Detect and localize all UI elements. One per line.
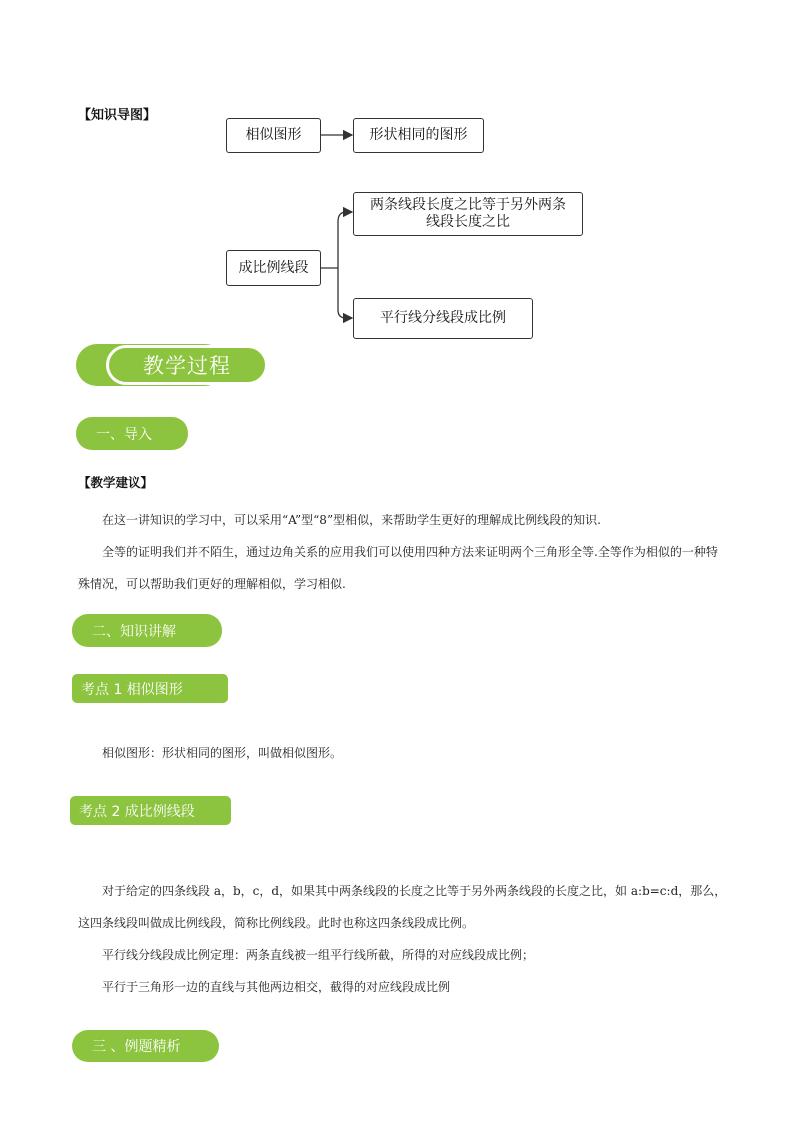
teaching-process-banner xyxy=(106,345,268,385)
point1-tag-title: 考点 1 相似图形 xyxy=(81,681,183,698)
knowledge-map-label: 【知识导图】 xyxy=(78,108,157,123)
point2-paragraph-2: 平行线分线段成比例定理：两条直线被一组平行线所截，所得的对应线段成比例； xyxy=(102,948,535,962)
node-proportional-segments-text: 成比例线段 xyxy=(238,259,309,276)
point1-definition: 相似图形：形状相同的图形，叫做相似图形。 xyxy=(102,746,343,760)
banner-title: 教学过程 xyxy=(143,354,231,378)
node-parallel-theorem-text: 平行线分线段成比例 xyxy=(380,310,506,326)
section-examples-pill xyxy=(72,1030,219,1062)
node-ratio-line1: 两条线段长度之比等于另外两条 xyxy=(370,197,566,213)
point2-paragraph-1: 对于给定的四条线段 a，b，c，d，如果其中两条线段的长度之比等于另外两条线段的长度之比，如 a:b=c:d，那么，这四条线段叫做成比例线段，简称比例线段。此时也称这四条线段成比例。 xyxy=(78,884,727,930)
node-ratio-definition xyxy=(353,192,583,236)
node-similar-figures-text: 相似图形 xyxy=(245,127,302,143)
intro-paragraph-1: 在这一讲知识的学习中，可以采用“A”型“8”型相似，来帮助学生更好的理解成比例线段的知识. xyxy=(102,513,601,527)
section-knowledge-pill xyxy=(72,614,222,647)
intro-paragraph-2: 全等的证明我们并不陌生，通过边角关系的应用我们可以使用四种方法来证明两个三角形全等.全等作为相似的一种特殊情况，可以帮助我们更好的理解相似，学习相似. xyxy=(78,545,718,591)
point1-tag xyxy=(72,674,228,703)
point2-tag-title: 考点 2 成比例线段 xyxy=(79,803,195,820)
node-similar-figures xyxy=(226,118,321,153)
node-similar-definition-text: 形状相同的图形 xyxy=(369,127,468,143)
section-knowledge-title: 二、知识讲解 xyxy=(92,623,176,640)
node-similar-definition xyxy=(353,118,484,153)
section-intro-title: 一、导入 xyxy=(96,426,152,443)
node-proportional-segments xyxy=(226,250,321,286)
node-parallel-theorem xyxy=(353,298,533,339)
section-intro-pill xyxy=(76,417,188,450)
section-examples-title: 三 、例题精析 xyxy=(92,1039,181,1055)
node-ratio-line2: 线段长度之比 xyxy=(426,214,510,230)
teaching-hint-label: 【教学建议】 xyxy=(78,475,154,490)
point2-tag xyxy=(70,796,231,825)
connector-branch xyxy=(338,212,346,318)
point2-paragraph-3: 平行于三角形一边的直线与其他两边相交，截得的对应线段成比例 xyxy=(102,980,451,994)
